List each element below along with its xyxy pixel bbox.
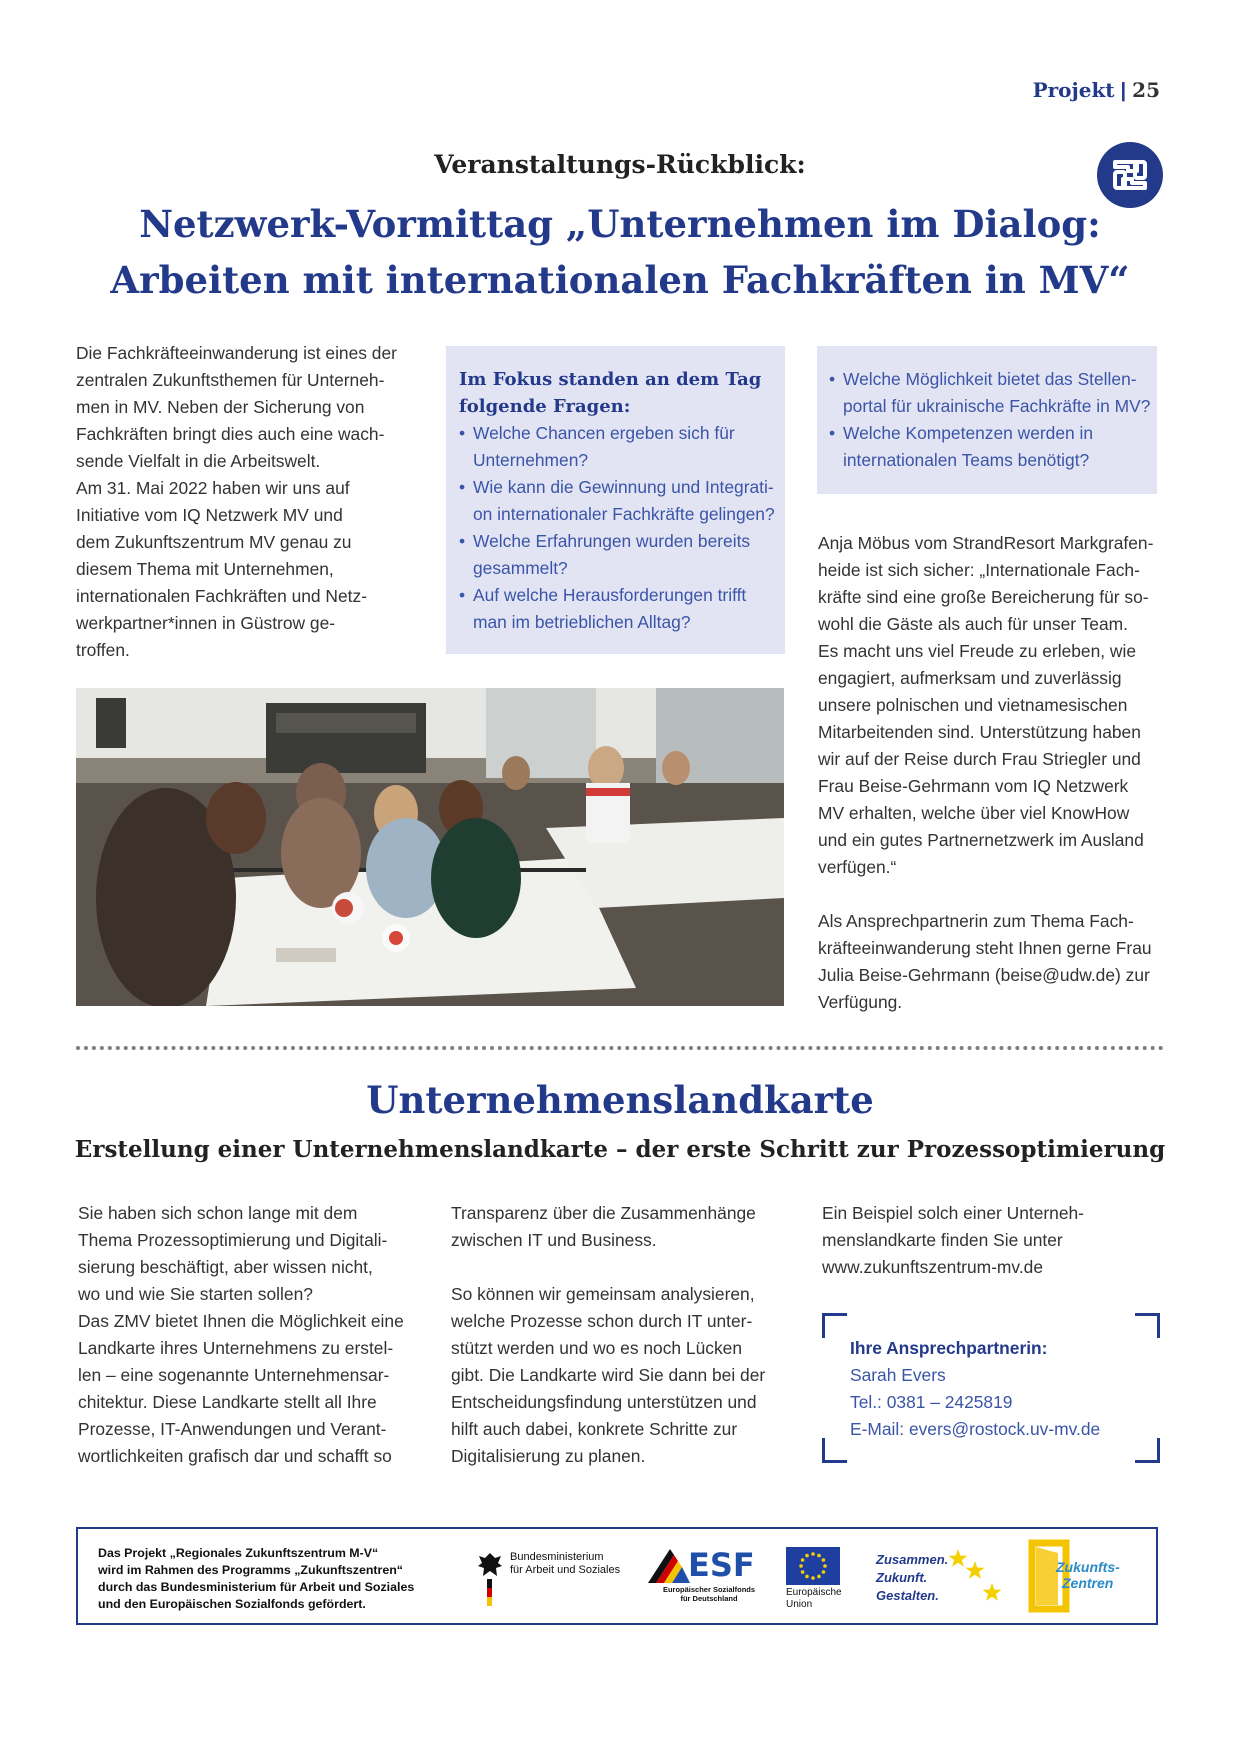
article2-column-1: Sie haben sich schon lange mit dem Thema Prozessoptimierung und Digitali- sierung beschäftigt, aber wissen nicht, wo und wie Sie starten sollen? Das ZMV bietet Ihnen die Möglichkeit eine Landkarte ihres Unternehmens zu erstel- len – eine sogenannte Unternehmensar- chitektur. Diese Landkarte stellt all Ihre Prozesse, IT-Anwendungen und Verant- wortlichkeiten grafisch dar und schafft so (78, 1203, 404, 1466)
contact-name: Sarah Evers (850, 1365, 946, 1385)
esf-label: ESF (688, 1546, 755, 1584)
zzg-line-2: Zukunft. (876, 1570, 928, 1585)
list-item: • Welche Möglichkeit bietet das Stellen- portal für ukrainische Fachkräfte in MV? (829, 366, 1153, 420)
frame-corner (1135, 1313, 1160, 1338)
bmas-logo (476, 1549, 626, 1609)
bmas-line-1: Bundesministerium (510, 1551, 604, 1563)
section-subtitle: Erstellung einer Unternehmenslandkarte – der erste Schritt zur Prozessoptimierung (74, 1136, 1166, 1163)
stars-icon (948, 1549, 1008, 1609)
funding-footer (76, 1527, 1158, 1625)
eu-logo (786, 1547, 856, 1611)
esf-sub-2: für Deutschland (680, 1594, 738, 1603)
frame-corner (822, 1313, 847, 1338)
article2-column-3: Ein Beispiel solch einer Unterneh- menslandkarte finden Sie unter www.zukunftszentrum-mv.de (822, 1203, 1084, 1277)
list-item: • Wie kann die Gewinnung und Integrati- on internationaler Fachkräfte gelingen? (459, 474, 781, 528)
list-item: • Welche Erfahrungen wurden bereits gesammelt? (459, 528, 781, 582)
article-headline (0, 196, 1240, 308)
zzg-logo (876, 1549, 1006, 1613)
contact-email: E-Mail: evers@rostock.uv-mv.de (850, 1419, 1101, 1439)
funding-text: Das Projekt „Regionales Zukunftszentrum M-V“ wird im Rahmen des Programms „Zukunftszentren“ durch das Bundesministerium für Arbeit und Soziales und den Europäischen Sozialfonds gefördert. (98, 1546, 415, 1611)
focus-questions-box (446, 346, 785, 654)
esf-logo (648, 1547, 758, 1607)
zz-line-2: Zentren (1062, 1575, 1114, 1591)
eu-line-1: Europäische (786, 1587, 842, 1598)
section-divider (76, 1046, 1164, 1050)
eu-flag-icon (786, 1547, 840, 1585)
eu-line-2: Union (786, 1599, 813, 1610)
headline-line-1: Netzwerk-Vormittag „Unternehmen im Dialog: (139, 202, 1101, 246)
focus-title: Im Fokus standen an dem Tag folgende Fragen: (459, 369, 762, 417)
article-kicker: Veranstaltungs-Rückblick: (434, 150, 806, 179)
frame-corner (822, 1438, 847, 1463)
contact-note: Als Ansprechpartnerin zum Thema Fach- kräfteeinwanderung steht Ihnen gerne Frau Julia Beise-Gehrmann (beise@udw.de) zur Verfügung. (818, 911, 1152, 1012)
list-item: • Welche Chancen ergeben sich für Unternehmen? (459, 420, 781, 474)
contact-card (822, 1313, 1160, 1463)
zukunftszentren-logo (1028, 1539, 1138, 1615)
contact-title: Ihre Ansprechpartnerin: (850, 1338, 1048, 1358)
contact-phone: Tel.: 0381 – 2425819 (850, 1392, 1013, 1412)
focus-question-list (459, 420, 781, 636)
esf-wave-icon (648, 1549, 690, 1583)
intro-text: Die Fachkräfteeinwanderung ist eines der zentralen Zukunftsthemen für Unterneh- men in MV. Neben der Sicherung von Fachkräften bringt dies auch eine wach- sende Vielfalt in die Arbeitswelt. Am 31. Mai 2022 haben wir uns auf Initiative vom IQ Netzwerk MV und dem Zukunftszentrum MV genau zu diesem Thema mit Unternehmen, internationalen Fachkräften und Netz- werkpartner*innen in Güstrow ge- troffen. (76, 343, 397, 660)
esf-sub-1: Europäischer Sozialfonds (662, 1585, 756, 1594)
zzg-line-1: Zusammen. (876, 1552, 949, 1567)
section-title: Unternehmenslandkarte (366, 1078, 874, 1122)
page-header (1033, 78, 1160, 103)
section-label: Projekt (1032, 78, 1115, 102)
testimonial-quote: Anja Möbus vom StrandResort Markgrafen- heide ist sich sicher: „Internationale Fach- kräfte sind eine große Bereicherung für so- wohl die Gäste als auch für unser Team. Es macht uns viel Freude zu erleben, wie engagiert, aufmerksam und zuverlässig unsere polnischen und vietnamesischen Mitarbeitenden sind. Unterstützung haben wir auf der Reise durch Frau Striegler und Frau Beise-Gehrmann vom IQ Netzwerk MV erhalten, welche über viel KnowHow und ein gutes Partnernetzwerk im Ausland verfügen.“ (818, 533, 1154, 877)
frame-corner (1135, 1438, 1160, 1463)
headline-line-2: Arbeiten mit internationalen Fachkräften in MV“ (110, 258, 1130, 302)
event-photo (76, 688, 784, 1006)
focus-question-list-continued (829, 366, 1153, 474)
article2-column-2: Transparenz über die Zusammenhänge zwischen IT und Business. So können wir gemeinsam analysieren, welche Prozesse schon durch IT unter- stützt werden und wo es noch Lücken gibt. Die Landkarte wird Sie dann bei der Entscheidungsfindung unterstützen und hilft auch dabei, konkrete Schritte zur Digitalisierung zu planen. (451, 1203, 766, 1466)
list-item: • Welche Kompetenzen werden in internationalen Teams benötigt? (829, 420, 1153, 474)
zzg-line-3: Gestalten. (876, 1588, 939, 1603)
contact-details (850, 1335, 1100, 1443)
list-item: • Auf welche Herausforderungen trifft man im betrieblichen Alltag? (459, 582, 781, 636)
bmas-line-2: für Arbeit und Soziales (510, 1564, 621, 1576)
header-separator: | (1120, 80, 1127, 102)
focus-questions-box-continued (817, 346, 1157, 494)
page-number: 25 (1132, 78, 1160, 102)
zz-line-1: Zukunfts- (1056, 1559, 1120, 1575)
federal-eagle-icon (476, 1549, 504, 1607)
